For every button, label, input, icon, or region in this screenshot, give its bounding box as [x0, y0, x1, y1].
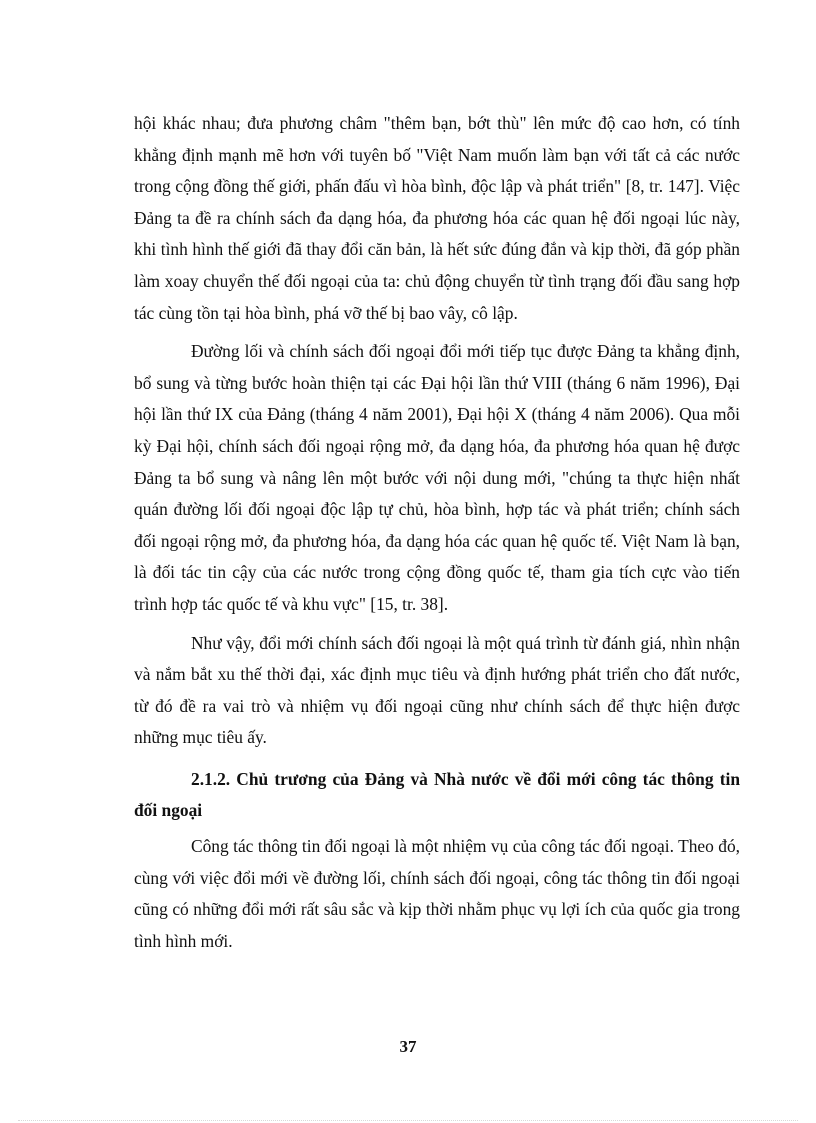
page-bottom-divider	[18, 1120, 798, 1121]
paragraph-summary: Như vậy, đổi mới chính sách đối ngoại là một quá trình từ đánh giá, nhìn nhận và nắm bắt xu thế thời đại, xác định mục tiêu và định hướng phát triển cho đất nước, từ đó đề ra vai trò và nhiệm vụ đối ngoại cũng như chính sách để thực hiện được những mục tiêu ấy.	[134, 632, 740, 748]
section-heading: 2.1.2. Chủ trương của Đảng và Nhà nước về đổi mới công tác thông tin đối ngoại	[134, 768, 740, 821]
page-body	[134, 108, 740, 957]
paragraph-policy-congresses: Đường lối và chính sách đối ngoại đổi mới tiếp tục được Đảng ta khẳng định, bổ sung và từng bước hoàn thiện tại các Đại hội lần thứ VIII (tháng 6 năm 1996), Đại hội lần thứ IX của Đảng (tháng 4 năm 2001), Đại hội X (tháng 4 năm 2006). Qua mỗi kỳ Đại hội, chính sách đối ngoại rộng mở, đa dạng hóa, đa phương hóa quan hệ được Đảng ta bổ sung và nâng lên một bước với nội dung mới, "chúng ta thực hiện nhất quán đường lối đối ngoại độc lập tự chủ, hòa bình, hợp tác và phát triển; chính sách đối ngoại rộng mở, đa phương hóa, đa dạng hóa các quan hệ quốc tế. Việt Nam là bạn, là đối tác tin cậy của các nước trong cộng đồng quốc tế, tham gia tích cực vào tiến trình hợp tác quốc tế và khu vực" [15, tr. 38].	[134, 341, 740, 614]
paragraph-continuation: hội khác nhau; đưa phương châm "thêm bạn, bớt thù" lên mức độ cao hơn, có tính khẳng định mạnh mẽ hơn với tuyên bố "Việt Nam muốn làm bạn với tất cả các nước trong cộng đồng thế giới, phấn đấu vì hòa bình, độc lập và phát triển" [8, tr. 147]. Việc Đảng ta đề ra chính sách đa dạng hóa, đa phương hóa các quan hệ đối ngoại lúc này, khi tình hình thế giới đã thay đổi căn bản, là hết sức đúng đắn và kịp thời, đã góp phần làm xoay chuyển thế đối ngoại của ta: chủ động chuyển từ tình trạng đối đầu sang hợp tác cùng tồn tại hòa bình, phá vỡ thế bị bao vây, cô lập.	[134, 113, 740, 323]
page-number: 37	[399, 1037, 417, 1056]
paragraph-foreign-information: Công tác thông tin đối ngoại là một nhiệm vụ của công tác đối ngoại. Theo đó, cùng với việc đổi mới về đường lối, chính sách đối ngoại, công tác thông tin đối ngoại cũng có những đổi mới rất sâu sắc và kịp thời nhằm phục vụ lợi ích của quốc gia trong tình hình mới.	[134, 836, 740, 951]
